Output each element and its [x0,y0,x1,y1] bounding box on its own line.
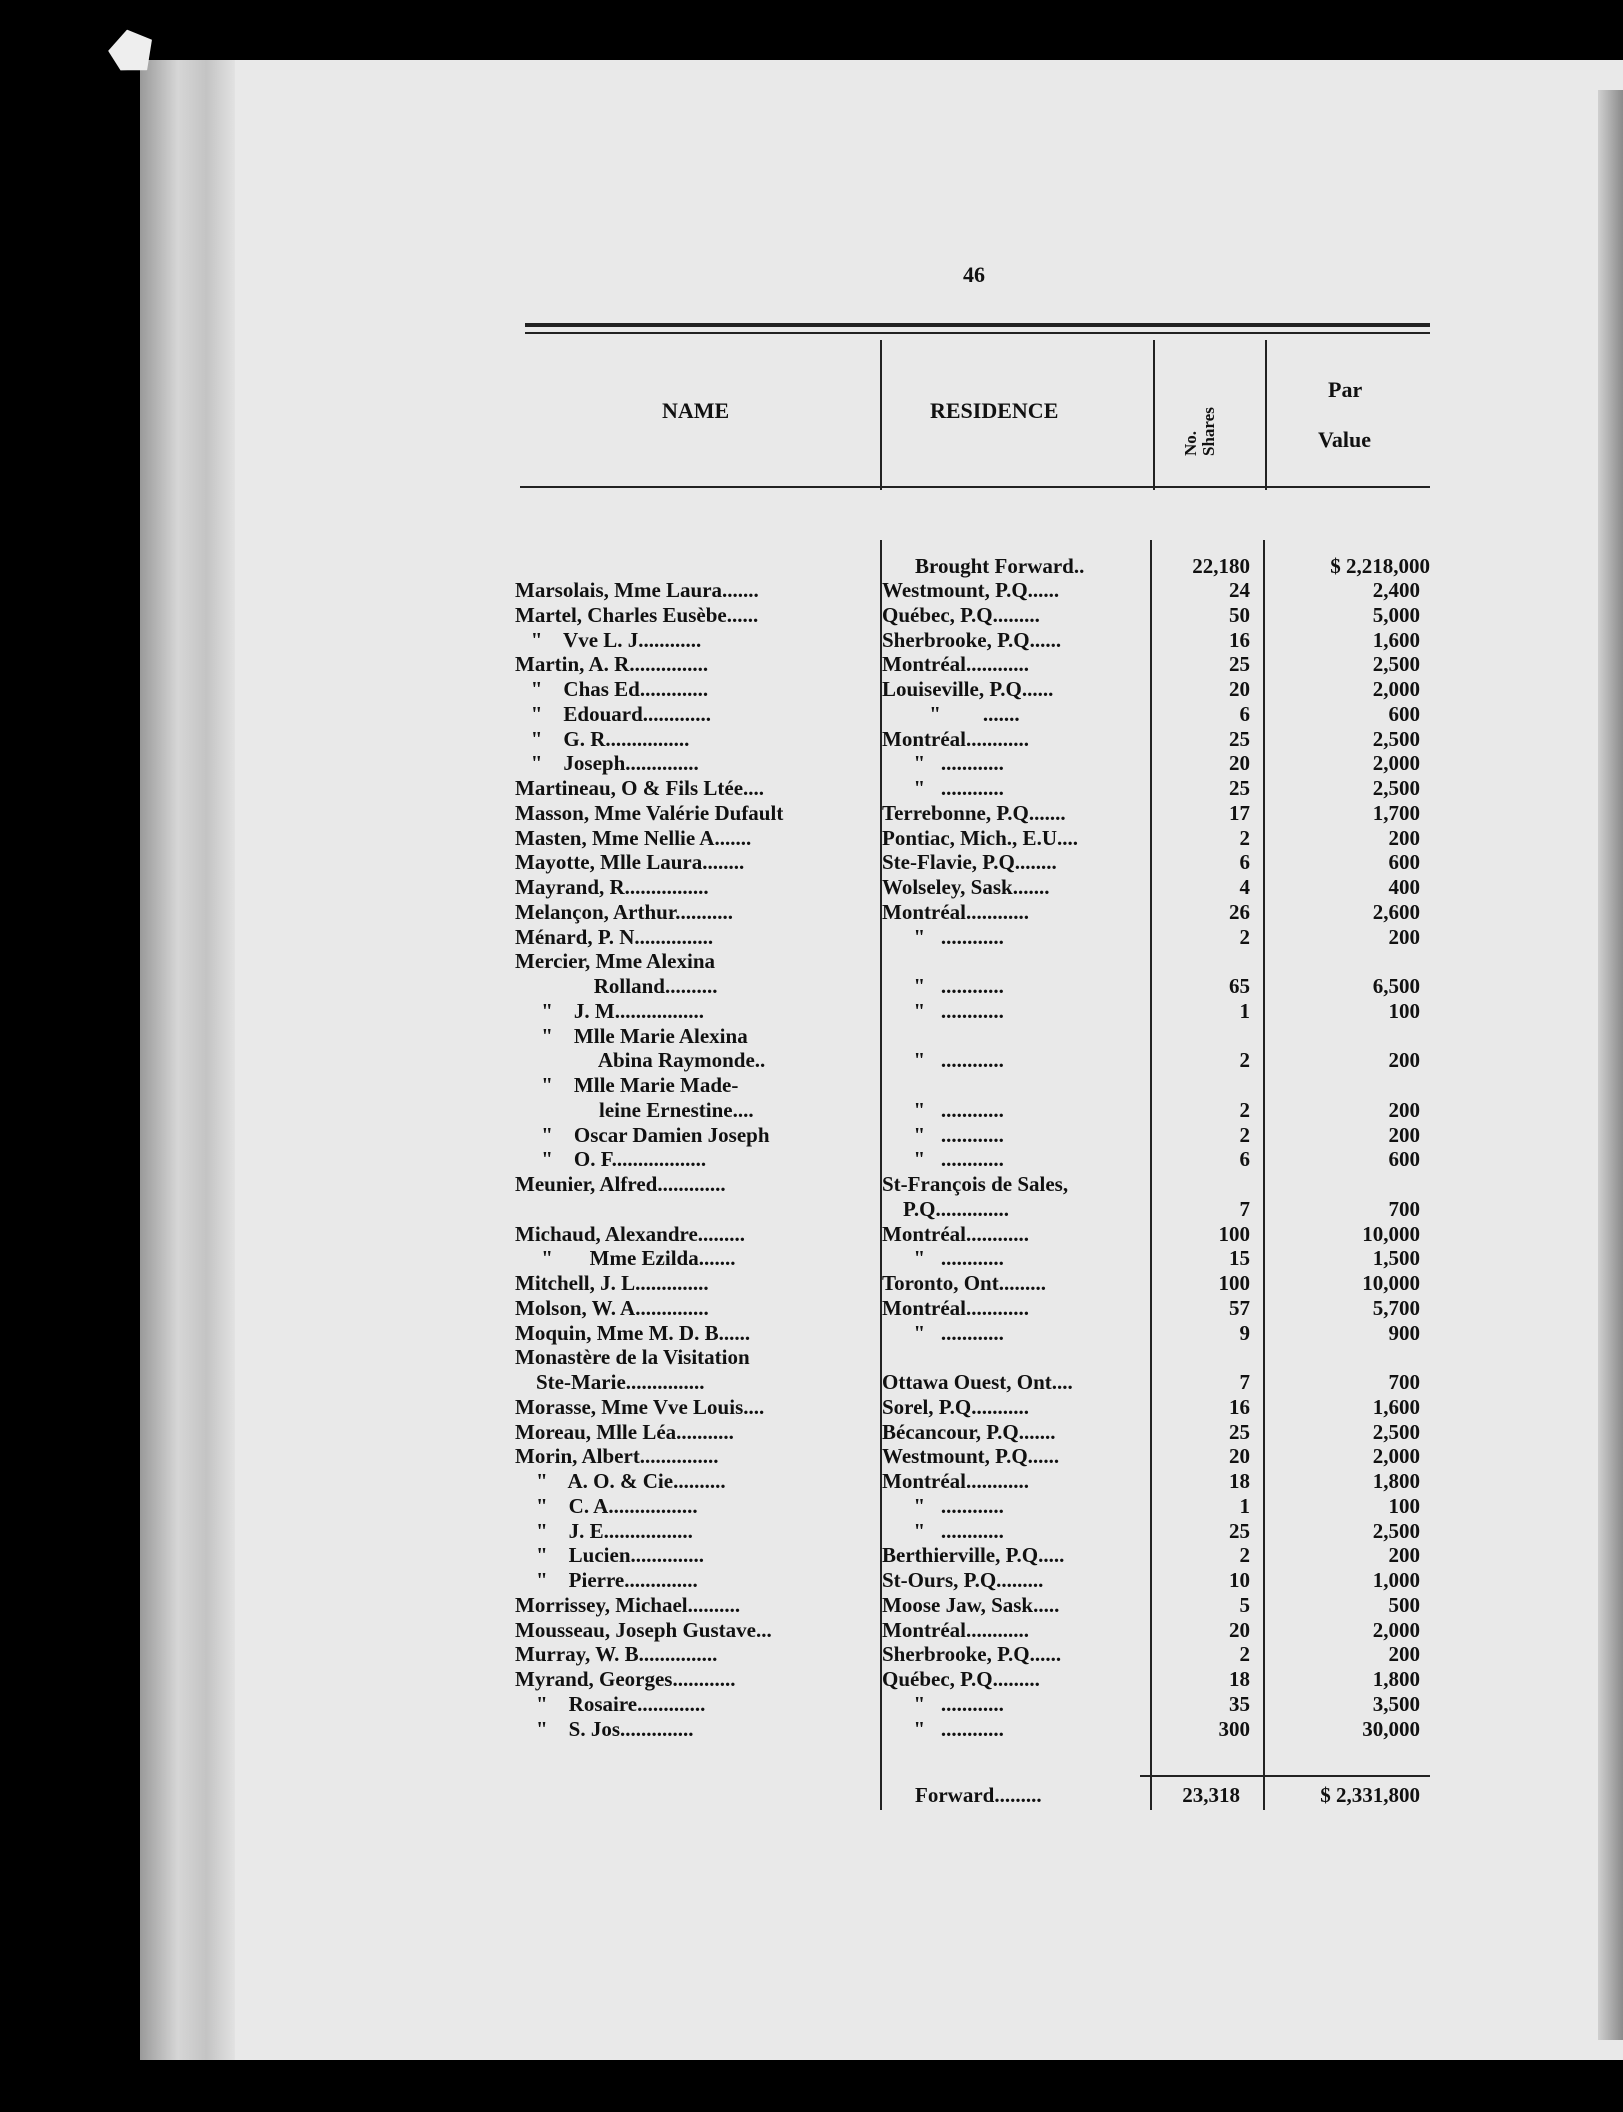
shareholder-residence: " ............ [882,1048,1004,1072]
shareholder-value: 200 [1388,1642,1420,1666]
shareholder-name: " C. A................. [515,1494,698,1518]
shareholder-shares: 1 [1239,999,1250,1023]
shareholder-shares: 26 [1229,900,1250,924]
header-rule [520,486,1430,488]
shareholder-value: 30,000 [1362,1717,1420,1741]
shareholder-residence: " ............ [882,1494,1004,1518]
shareholder-residence: " ............ [882,999,1004,1023]
shareholder-residence: Westmount, P.Q...... [882,578,1060,602]
shareholder-shares: 65 [1229,974,1250,998]
page-number: 46 [963,262,985,287]
shareholder-residence: " ............ [882,1519,1004,1543]
shareholder-shares: 25 [1229,1519,1250,1543]
shareholder-shares: 2 [1239,1123,1250,1147]
shareholder-value: 1,700 [1372,801,1420,825]
shareholder-residence: Sherbrooke, P.Q...... [882,628,1062,652]
shareholder-value: 2,500 [1372,727,1420,751]
shareholder-name: leine Ernestine.... [515,1098,754,1122]
header-value-line1: Par [1328,377,1363,402]
shareholder-name: Mayrand, R................ [515,875,709,899]
shareholder-shares: 25 [1229,1420,1250,1444]
column-divider [1265,340,1267,490]
header-name: NAME [662,398,730,423]
shareholder-shares: 7 [1239,1197,1250,1221]
column-divider [1150,540,1152,1810]
shareholder-name: " Mlle Marie Alexina [515,1024,748,1048]
shareholder-value: 500 [1388,1593,1420,1617]
shareholder-name: " Chas Ed............. [515,677,709,701]
shareholder-residence: " ............ [882,1147,1004,1171]
shareholder-name: Morrissey, Michael.......... [515,1593,741,1617]
shareholder-name: Mayotte, Mlle Laura........ [515,850,745,874]
shareholder-value: 10,000 [1362,1222,1420,1246]
shareholder-name: Martineau, O & Fils Ltée.... [515,776,765,800]
shareholder-name: " J. E................. [515,1519,693,1543]
shareholder-value: 2,500 [1372,776,1420,800]
shareholder-name: Mercier, Mme Alexina [515,949,716,973]
shareholder-value: 10,000 [1362,1271,1420,1295]
shareholder-shares: 10 [1229,1568,1250,1592]
shareholder-shares: 6 [1239,702,1250,726]
shareholder-value: 2,500 [1372,1519,1420,1543]
shareholder-residence: " ............ [882,925,1004,949]
shareholder-name: Mitchell, J. L.............. [515,1271,709,1295]
shareholder-value: 2,500 [1372,1420,1420,1444]
shareholder-name: " Oscar Damien Joseph [515,1123,770,1147]
shareholder-shares: 16 [1229,1395,1250,1419]
shareholder-name: " Mme Ezilda....... [515,1246,736,1270]
shareholder-residence: Montréal............ [882,1296,1029,1320]
shareholder-shares: 7 [1239,1370,1250,1394]
shareholder-residence: Montréal............ [882,1222,1029,1246]
shareholder-shares: 20 [1229,1618,1250,1642]
shareholder-value: 1,600 [1372,628,1420,652]
shareholder-value: 200 [1388,1048,1420,1072]
shareholder-value: 200 [1388,1098,1420,1122]
shareholder-shares: 9 [1239,1321,1250,1345]
shareholder-residence: Montréal............ [882,900,1029,924]
shareholder-name: " G. R................ [515,727,690,751]
shareholder-residence: Québec, P.Q......... [882,1667,1040,1691]
shareholder-residence: " ............ [882,1246,1004,1270]
shareholder-residence: " ............ [882,1692,1004,1716]
shareholder-residence: Montréal............ [882,727,1029,751]
shareholder-shares: 2 [1239,925,1250,949]
shareholder-shares: 57 [1229,1296,1250,1320]
shareholder-name: Marsolais, Mme Laura....... [515,578,759,602]
shareholder-shares: 6 [1239,850,1250,874]
shareholder-value: 2,400 [1372,578,1420,602]
shareholder-name: Murray, W. B............... [515,1642,718,1666]
shareholder-name: " S. Jos.............. [515,1717,694,1741]
shareholder-shares: 50 [1229,603,1250,627]
shareholder-name: " Joseph.............. [515,751,699,775]
shareholder-shares: 2 [1239,1543,1250,1567]
shareholder-value: 2,600 [1372,900,1420,924]
shareholder-shares: 2 [1239,1098,1250,1122]
shareholder-value: 2,000 [1372,1444,1420,1468]
shareholder-value: 1,500 [1372,1246,1420,1270]
shareholder-residence: St-François de Sales, [882,1172,1069,1196]
shareholder-residence: " ............ [882,776,1004,800]
shareholder-value: 900 [1388,1321,1420,1345]
total-rule [1140,1775,1430,1777]
shareholder-residence: Sherbrooke, P.Q...... [882,1642,1062,1666]
header-shares-line2: Shares [1199,407,1218,456]
shareholder-shares: 2 [1239,826,1250,850]
shareholder-name: Martel, Charles Eusèbe...... [515,603,759,627]
shareholder-value: 1,800 [1372,1469,1420,1493]
shareholder-residence: Terrebonne, P.Q....... [882,801,1066,825]
shareholder-name: Ste-Marie............... [515,1370,705,1394]
shareholder-name: Morin, Albert............... [515,1444,719,1468]
shareholder-name: " A. O. & Cie.......... [515,1469,726,1493]
shareholder-name: " Pierre.............. [515,1568,698,1592]
shareholder-residence: St-Ours, P.Q......... [882,1568,1044,1592]
shareholder-name: " J. M................. [515,999,704,1023]
shareholder-name: Michaud, Alexandre......... [515,1222,746,1246]
shareholder-value: 1,600 [1372,1395,1420,1419]
book-binding [140,60,235,2060]
shareholder-shares: 15 [1229,1246,1250,1270]
shareholder-name: " Rosaire............. [515,1692,706,1716]
shareholder-value: 2,000 [1372,677,1420,701]
shareholder-residence: Westmount, P.Q...... [882,1444,1060,1468]
page-edge [1598,90,1623,2040]
shareholder-residence: Moose Jaw, Sask..... [882,1593,1060,1617]
shareholder-value: 6,500 [1372,974,1420,998]
shareholder-value: 400 [1388,875,1420,899]
shareholder-name: Monastère de la Visitation [515,1345,750,1369]
shareholder-name: Molson, W. A.............. [515,1296,709,1320]
shareholder-name: Moreau, Mlle Léa........... [515,1420,734,1444]
header-shares [1178,380,1238,460]
brought-forward-label: Brought Forward.. [915,554,1085,578]
forward-shares: 23,318 [1182,1783,1240,1807]
shareholder-shares: 17 [1229,801,1250,825]
shareholder-shares: 2 [1239,1642,1250,1666]
shareholder-name: " Mlle Marie Made- [515,1073,739,1097]
shareholder-name: Mousseau, Joseph Gustave... [515,1618,772,1642]
brought-forward-shares: 22,180 [1192,554,1250,578]
brought-forward-value: $ 2,218,000 [1330,554,1430,578]
shareholder-residence: Berthierville, P.Q..... [882,1543,1065,1567]
shareholder-value: 200 [1388,1123,1420,1147]
shareholder-value: 2,000 [1372,751,1420,775]
shareholder-value: 200 [1388,826,1420,850]
shareholder-name: Melançon, Arthur........... [515,900,733,924]
shareholder-value: 200 [1388,925,1420,949]
shareholder-residence: " ............ [882,1717,1004,1741]
shareholder-value: 100 [1388,1494,1420,1518]
shareholder-value: 100 [1388,999,1420,1023]
shareholder-residence: " ............ [882,751,1004,775]
shareholder-residence: " ............ [882,1123,1004,1147]
column-divider [880,340,882,490]
column-divider [1263,540,1265,1810]
shareholder-residence: Toronto, Ont......... [882,1271,1046,1295]
shareholder-value: 2,500 [1372,652,1420,676]
shareholder-name: Morasse, Mme Vve Louis.... [515,1395,765,1419]
shareholder-residence: " ............ [882,1321,1004,1345]
header-residence: RESIDENCE [930,398,1059,423]
shareholder-name: " Edouard............. [515,702,712,726]
shareholder-residence: Bécancour, P.Q....... [882,1420,1056,1444]
shareholder-shares: 35 [1229,1692,1250,1716]
shareholder-residence: Louiseville, P.Q...... [882,677,1054,701]
shareholder-name: " Lucien.............. [515,1543,704,1567]
shareholder-name: Meunier, Alfred............. [515,1172,726,1196]
shareholder-residence: Québec, P.Q......... [882,603,1040,627]
shareholder-shares: 1 [1239,1494,1250,1518]
header-value-line2: Value [1318,427,1371,452]
shareholder-value: 600 [1388,702,1420,726]
shareholder-name: Myrand, Georges............ [515,1667,736,1691]
top-rule-thin [525,332,1430,334]
shareholder-value: 3,500 [1372,1692,1420,1716]
shareholder-value: 700 [1388,1370,1420,1394]
shareholder-shares: 100 [1218,1222,1250,1246]
shareholder-shares: 25 [1229,652,1250,676]
shareholder-residence: Montréal............ [882,1618,1029,1642]
shareholder-name: Masson, Mme Valérie Dufault [515,801,784,825]
shareholder-value: 1,800 [1372,1667,1420,1691]
shareholder-name: Martin, A. R............... [515,652,709,676]
shareholder-shares: 25 [1229,776,1250,800]
shareholder-shares: 5 [1239,1593,1250,1617]
shareholder-value: 700 [1388,1197,1420,1221]
shareholder-shares: 4 [1239,875,1250,899]
shareholder-name: Ménard, P. N............... [515,925,714,949]
shareholder-shares: 18 [1229,1667,1250,1691]
top-rule [525,323,1430,327]
forward-value: $ 2,331,800 [1320,1783,1420,1807]
shareholder-residence: " ....... [882,702,1020,726]
shareholder-shares: 25 [1229,727,1250,751]
shareholder-name: Abina Raymonde.. [515,1048,766,1072]
shareholder-name: " Vve L. J............ [515,628,702,652]
shareholder-value: 1,000 [1372,1568,1420,1592]
shareholder-name: Rolland.......... [515,974,718,998]
shareholder-shares: 20 [1229,677,1250,701]
shareholder-residence: Wolseley, Sask....... [882,875,1050,899]
shareholder-value: 200 [1388,1543,1420,1567]
shareholder-shares: 100 [1218,1271,1250,1295]
shareholder-residence: Pontiac, Mich., E.U.... [882,826,1078,850]
shareholder-value: 2,000 [1372,1618,1420,1642]
shareholder-shares: 20 [1229,1444,1250,1468]
shareholder-shares: 300 [1218,1717,1250,1741]
column-divider [1153,340,1155,490]
shareholder-residence: Montréal............ [882,1469,1029,1493]
shareholder-value: 5,000 [1372,603,1420,627]
shareholder-residence: Ste-Flavie, P.Q........ [882,850,1057,874]
shareholder-residence: Ottawa Ouest, Ont.... [882,1370,1073,1394]
shareholder-shares: 24 [1229,578,1250,602]
shareholder-shares: 16 [1229,628,1250,652]
shareholder-name: Moquin, Mme M. D. B...... [515,1321,751,1345]
shareholder-residence: " ............ [882,974,1004,998]
shareholder-residence: Sorel, P.Q........... [882,1395,1030,1419]
header-shares-line1: No. [1181,430,1200,456]
shareholder-value: 600 [1388,1147,1420,1171]
shareholder-residence: Montréal............ [882,652,1029,676]
shareholder-shares: 18 [1229,1469,1250,1493]
shareholder-shares: 2 [1239,1048,1250,1072]
forward-label: Forward......... [915,1783,1042,1807]
shareholder-value: 600 [1388,850,1420,874]
shareholder-value: 5,700 [1372,1296,1420,1320]
shareholder-shares: 6 [1239,1147,1250,1171]
shareholder-name: Masten, Mme Nellie A....... [515,826,752,850]
shareholder-residence: P.Q.............. [882,1197,1009,1221]
shareholder-shares: 20 [1229,751,1250,775]
shareholder-name: " O. F.................. [515,1147,707,1171]
shareholder-residence: " ............ [882,1098,1004,1122]
